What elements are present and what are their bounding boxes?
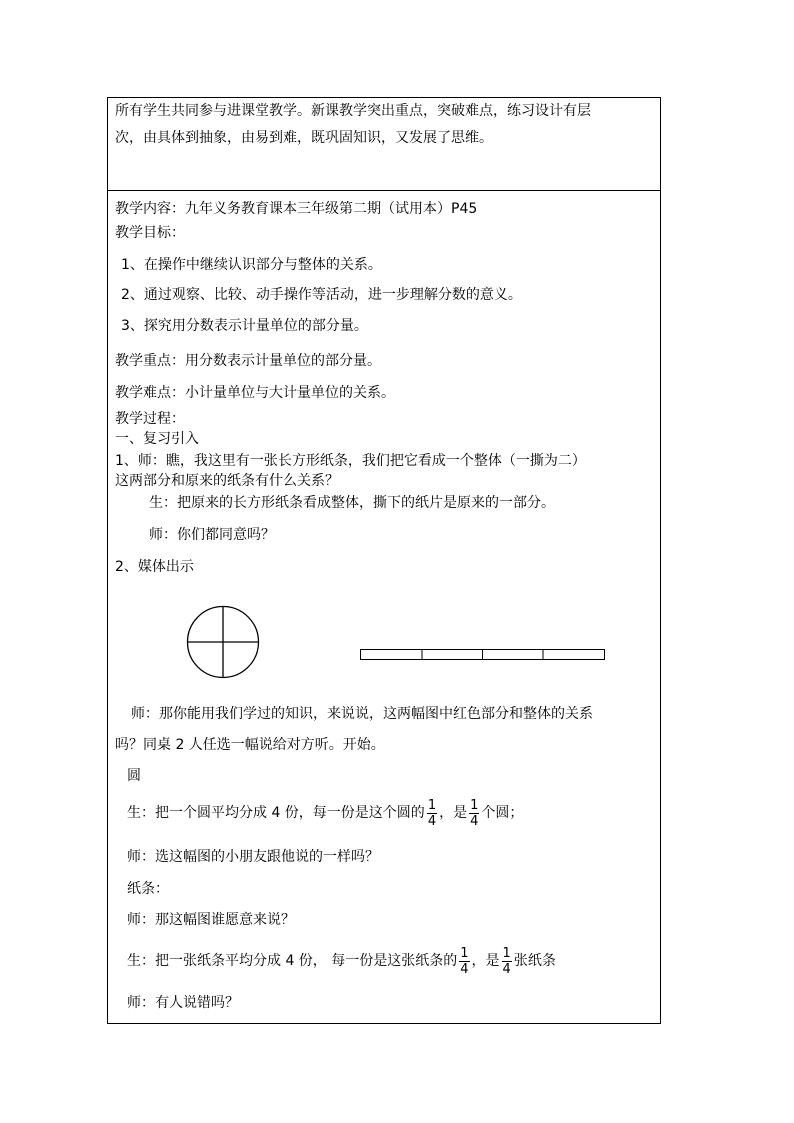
fraction-one-quarter [502, 946, 512, 977]
teacher-question-2-line-2: 吗？同桌 2 人任选一幅说给对方听。开始。 [115, 737, 385, 753]
student-answer-3 [127, 944, 556, 978]
student-answer-1: 生：把原来的长方形纸条看成整体，撕下的纸片是原来的一部分。 [149, 495, 555, 511]
student-answer-2-text-1: 生：把一个圆平均分成 4 份，每一份是这个圆的 [127, 805, 425, 821]
teacher-question-3: 师：选这幅图的小朋友跟他说的一样吗？ [127, 849, 379, 865]
objective-3: 3、探究用分数表示计量单位的部分量。 [121, 318, 368, 334]
process-heading: 教学过程： [115, 411, 185, 427]
step-1-line-1: 1、师：瞧，我这里有一张长方形纸条，我们把它看成一个整体（一撕为二） [115, 453, 586, 469]
strip-label: 纸条： [127, 881, 169, 897]
fraction-one-quarter [459, 946, 469, 977]
objective-1: 1、在操作中继续认识部分与整体的关系。 [121, 257, 382, 273]
student-answer-2-text-3: 个圆； [481, 805, 524, 821]
student-answer-3-text-3: 张纸条 [513, 953, 556, 969]
teacher-question-2-line-1: 师：那你能用我们学过的知识，来说说，这两幅图中红色部分和整体的关系 [131, 706, 593, 722]
fraction-numerator: 1 [427, 797, 437, 813]
step-1-line-2: 这两部分和原来的纸条有什么关系？ [115, 473, 339, 489]
reflection-line-2: 次，由具体到抽象，由易到难，既巩固知识，又发展了思维。 [115, 130, 493, 146]
difficulty: 教学难点：小计量单位与大计量单位的关系。 [115, 385, 395, 401]
student-answer-3-text-2: ，是 [471, 953, 500, 969]
student-answer-2-text-2: ，是 [439, 805, 468, 821]
fraction-denominator: 4 [460, 961, 469, 977]
fraction-denominator: 4 [502, 961, 511, 977]
key-point: 教学重点：用分数表示计量单位的部分量。 [115, 353, 381, 369]
objectives-heading: 教学目标： [115, 225, 185, 241]
fraction-one-quarter [469, 798, 479, 829]
teacher-question-4: 师：那这幅图谁愿意来说？ [127, 912, 295, 928]
circle-quarters-diagram [186, 605, 260, 679]
reflection-line-1: 所有学生共同参与进课堂教学。新课教学突出重点，突破难点，练习设计有层 [115, 103, 591, 119]
objective-2: 2、通过观察、比较、动手操作等活动，进一步理解分数的意义。 [121, 287, 522, 303]
teacher-question-5: 师：有人说错吗？ [127, 995, 239, 1011]
student-answer-2 [127, 796, 523, 830]
section-1-heading: 一、复习引入 [115, 431, 199, 447]
fraction-numerator: 1 [470, 797, 479, 813]
fraction-denominator: 4 [470, 813, 479, 829]
fraction-numerator: 1 [460, 945, 469, 961]
fraction-numerator: 1 [502, 945, 511, 961]
table-divider [107, 190, 661, 191]
student-answer-3-text-1: 生：把一张纸条平均分成 4 份， 每一份是这张纸条的 [127, 953, 458, 969]
step-2-heading: 2、媒体出示 [115, 559, 194, 575]
circle-label: 圆 [127, 768, 141, 784]
fraction-denominator: 4 [427, 813, 437, 829]
paper-strip-diagram [360, 649, 606, 661]
fraction-one-quarter [427, 798, 437, 829]
lesson-content: 教学内容：九年义务教育课本三年级第二期（试用本）P45 [115, 201, 478, 217]
teacher-question-1: 师：你们都同意吗？ [149, 527, 275, 543]
